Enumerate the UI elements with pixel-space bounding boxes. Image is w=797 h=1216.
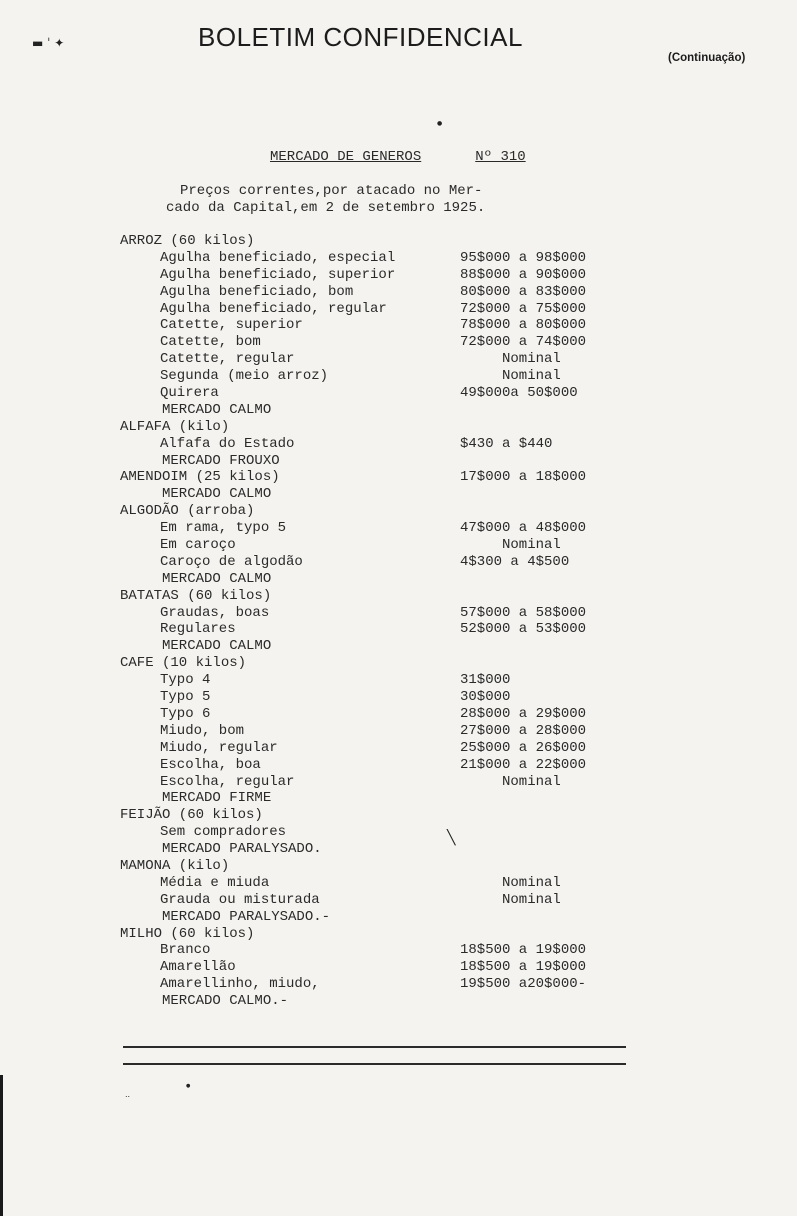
market-status: MERCADO CALMO: [162, 570, 272, 587]
product-row: [0, 740, 797, 757]
ink-speck: ..: [125, 1090, 131, 1099]
product-label: Agulha beneficiado, bom: [160, 283, 354, 300]
price-value: 72$000 a 74$000: [460, 334, 587, 351]
product-label: Em caroço: [160, 537, 236, 554]
product-row: [0, 875, 797, 892]
ink-speck: ●: [437, 120, 443, 127]
market-status-row: [0, 571, 797, 588]
category-row: [0, 233, 797, 250]
product-label: Amarellão: [160, 959, 236, 976]
product-label: Agulha beneficiado, especial: [160, 249, 396, 266]
product-label: Agulha beneficiado, regular: [160, 300, 387, 317]
product-label: Typo 5: [160, 689, 211, 706]
product-label: Typo 6: [160, 705, 211, 722]
category-label: MILHO (60 kilos): [120, 925, 255, 942]
category-label: CAFE (10 kilos): [120, 655, 247, 672]
product-row: [0, 706, 797, 723]
ink-speck: ╲: [447, 830, 456, 846]
price-value: 31$000: [460, 672, 511, 689]
market-status: MERCADO CALMO: [162, 638, 272, 655]
product-label: Caroço de algodão: [160, 553, 303, 570]
market-status: MERCADO CALMO: [162, 486, 272, 503]
price-value: 17$000 a 18$000: [460, 469, 587, 486]
intro-text: [166, 183, 486, 217]
continuation-label: (Continuação): [668, 52, 746, 64]
price-value: 78$000 a 80$000: [460, 317, 587, 334]
scan-margin-edge: [0, 1075, 3, 1216]
product-row: [0, 317, 797, 334]
product-label: Média e miuda: [160, 874, 270, 891]
divider-line: [123, 1046, 626, 1048]
section-heading: [270, 149, 526, 165]
category-row: [0, 503, 797, 520]
product-label: Alfafa do Estado: [160, 435, 295, 452]
product-row: [0, 334, 797, 351]
product-row: [0, 892, 797, 909]
product-label: Branco: [160, 942, 211, 959]
price-value: 49$000a 50$000: [460, 385, 578, 402]
price-value: 21$000 a 22$000: [460, 756, 587, 773]
price-value: 52$000 a 53$000: [460, 621, 587, 638]
category-row: [0, 469, 797, 486]
category-row: [0, 588, 797, 605]
product-label: Escolha, boa: [160, 756, 261, 773]
product-row: [0, 757, 797, 774]
product-label: Em rama, typo 5: [160, 520, 287, 537]
product-row: [0, 959, 797, 976]
product-row: [0, 301, 797, 318]
market-status: MERCADO CALMO: [162, 401, 272, 418]
market-status-row: [0, 402, 797, 419]
price-value: 72$000 a 75$000: [460, 300, 587, 317]
product-row: [0, 520, 797, 537]
category-row: [0, 655, 797, 672]
market-status-row: [0, 841, 797, 858]
market-title: MERCADO DE GENEROS: [270, 149, 422, 165]
divider-line: [123, 1063, 626, 1065]
bulletin-number: Nº 310: [475, 149, 526, 165]
category-row: [0, 926, 797, 943]
category-label: FEIJÃO (60 kilos): [120, 807, 263, 824]
product-label: Graudas, boas: [160, 604, 270, 621]
price-value: 18$500 a 19$000: [460, 942, 587, 959]
ink-mark: ▬ ˈ ✦: [32, 36, 65, 50]
price-value: 95$000 a 98$000: [460, 249, 587, 266]
product-row: [0, 942, 797, 959]
price-value: 25$000 a 26$000: [460, 739, 587, 756]
product-label: Amarellinho, miudo,: [160, 976, 320, 993]
product-row: [0, 774, 797, 791]
price-value: 19$500 a20$000-: [460, 976, 587, 993]
product-row: [0, 672, 797, 689]
price-value: 57$000 a 58$000: [460, 604, 587, 621]
price-value: 28$000 a 29$000: [460, 705, 587, 722]
page-title: BOLETIM CONFIDENCIAL: [198, 22, 523, 52]
market-status: MERCADO PARALYSADO.-: [162, 908, 331, 925]
product-row: [0, 250, 797, 267]
category-label: ARROZ (60 kilos): [120, 233, 255, 249]
market-status-row: [0, 790, 797, 807]
market-status: MERCADO FIRME: [162, 790, 272, 807]
category-label: ALFAFA (kilo): [120, 418, 230, 435]
product-label: Escolha, regular: [160, 773, 295, 790]
category-row: [0, 807, 797, 824]
product-row: [0, 368, 797, 385]
market-status-row: [0, 909, 797, 926]
market-status: MERCADO FROUXO: [162, 452, 280, 469]
product-row: [0, 824, 797, 841]
product-label: Regulares: [160, 621, 236, 638]
market-status-row: [0, 993, 797, 1010]
price-value: 27$000 a 28$000: [460, 722, 587, 739]
price-value: 80$000 a 83$000: [460, 283, 587, 300]
category-row: [0, 419, 797, 436]
product-row: [0, 436, 797, 453]
intro-line: Preços correntes,por atacado no Mer-: [180, 183, 483, 199]
price-value: Nominal: [502, 351, 561, 368]
product-label: Typo 4: [160, 672, 211, 689]
market-status: MERCADO CALMO.-: [162, 993, 289, 1010]
product-label: Miudo, bom: [160, 722, 245, 739]
price-value: Nominal: [502, 891, 561, 908]
product-row: [0, 284, 797, 301]
price-value: Nominal: [502, 368, 561, 385]
product-row: [0, 605, 797, 622]
price-value: 47$000 a 48$000: [460, 520, 587, 537]
product-row: [0, 621, 797, 638]
product-row: [0, 351, 797, 368]
price-value: Nominal: [502, 537, 561, 554]
product-row: [0, 267, 797, 284]
product-label: Segunda (meio arroz): [160, 368, 329, 385]
price-value: Nominal: [502, 874, 561, 891]
category-label: ALGODÃO (arroba): [120, 503, 255, 520]
category-label: BATATAS (60 kilos): [120, 587, 272, 604]
product-label: Sem compradores: [160, 824, 287, 841]
product-row: [0, 537, 797, 554]
ink-speck: ●: [186, 1083, 191, 1089]
product-row: [0, 976, 797, 993]
price-value: 30$000: [460, 689, 511, 706]
price-value: 4$300 a 4$500: [460, 553, 570, 570]
price-listing: [0, 233, 797, 1010]
price-value: 18$500 a 19$000: [460, 959, 587, 976]
price-value: Nominal: [502, 773, 561, 790]
market-status-row: [0, 638, 797, 655]
product-row: [0, 723, 797, 740]
product-label: Grauda ou misturada: [160, 891, 320, 908]
product-label: Catette, bom: [160, 334, 261, 351]
category-label: AMENDOIM (25 kilos): [120, 469, 280, 486]
category-row: [0, 858, 797, 875]
product-row: [0, 554, 797, 571]
product-row: [0, 385, 797, 402]
market-status: MERCADO PARALYSADO.: [162, 841, 322, 858]
product-label: Quirera: [160, 385, 219, 402]
product-label: Catette, superior: [160, 317, 303, 334]
price-value: $430 a $440: [460, 435, 553, 452]
product-row: [0, 689, 797, 706]
price-value: 88$000 a 90$000: [460, 266, 587, 283]
market-status-row: [0, 453, 797, 470]
market-status-row: [0, 486, 797, 503]
product-label: Catette, regular: [160, 351, 295, 368]
category-label: MAMONA (kilo): [120, 857, 230, 874]
intro-line: cado da Capital,em 2 de setembro 1925.: [166, 200, 486, 216]
product-label: Agulha beneficiado, superior: [160, 266, 396, 283]
product-label: Miudo, regular: [160, 739, 278, 756]
